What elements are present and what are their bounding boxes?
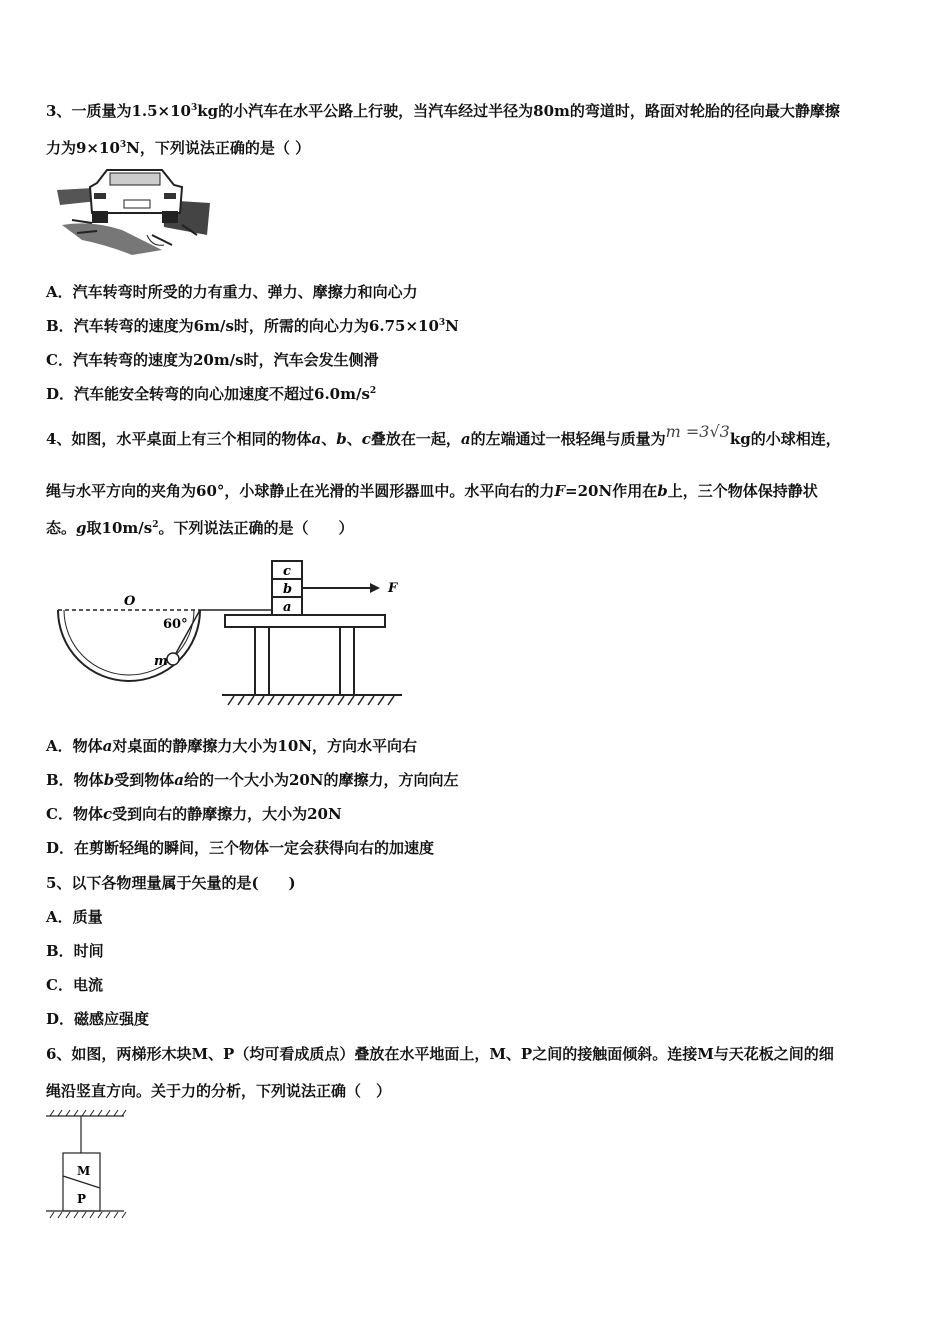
q4-option-b: B．物体b受到物体a给的一个大小为20N的摩擦力，方向向左 <box>46 771 459 789</box>
q3-option-c: C．汽车转弯的速度为20m/s时，汽车会发生侧滑 <box>46 351 379 369</box>
label-O: O <box>124 594 136 609</box>
q4-option-a: A．物体a对桌面的静摩擦力大小为10N，方向水平向右 <box>46 737 417 755</box>
q4-stem-line1: 4、如图，水平桌面上有三个相同的物体a、b、c叠放在一起，a的左端通过一根轻绳与质量为m =3√3kg的小球相连， <box>46 422 841 448</box>
q4-option-d: D．在剪断轻绳的瞬间，三个物体一定会获得向右的加速度 <box>46 839 435 857</box>
q5-stem: 5、以下各物理量属于矢量的是( ) <box>46 874 296 892</box>
label-angle: 60° <box>163 617 188 632</box>
q3-option-d: D．汽车能安全转弯的向心加速度不超过$6.0m/s^2$ <box>46 385 377 403</box>
q3-option-b: B．汽车转弯的速度为6m/s时，所需的向心力为$6.75\times 10^3N$ <box>46 317 459 335</box>
q4-figure <box>50 555 410 715</box>
q6-figure <box>44 1108 129 1223</box>
q6-stem-line2: 绳沿竖直方向。关于力的分析，下列说法正确（ ） <box>46 1082 392 1100</box>
q5-option-b: B．时间 <box>46 942 104 960</box>
q3-option-a: A．汽车转弯时所受的力有重力、弹力、摩擦力和向心力 <box>46 283 418 301</box>
label-m: m <box>154 654 168 669</box>
block-b-label: b <box>283 582 293 597</box>
q3-stem-line2: 力为$9\times 10^3N$，下列说法正确的是（ ） <box>46 139 311 157</box>
q3-stem-line1: 3、一质量为$1.5\times 10^3kg$的小汽车在水平公路上行驶，当汽车经过半径为80m的弯道时，路面对轮胎的径向最大静摩擦 <box>46 102 840 120</box>
block-c-label: c <box>283 564 291 579</box>
block-P-label: P <box>77 1192 87 1206</box>
q5-option-a: A．质量 <box>46 908 103 926</box>
q4-stem-line3: 态。g取$10m/s^2$。下列说法正确的是（ ） <box>46 519 354 537</box>
car-turning-illustration <box>52 165 217 260</box>
force-F-label: F <box>388 581 398 596</box>
block-a-label: a <box>283 600 292 615</box>
q5-option-c: C．电流 <box>46 976 103 994</box>
q5-option-d: D．磁感应强度 <box>46 1010 150 1028</box>
block-M-label: M <box>77 1164 91 1178</box>
q4-stem-line2: 绳与水平方向的夹角为60°，小球静止在光滑的半圆形器皿中。水平向右的力F=20N作用在b上，三个物体保持静状 <box>46 482 818 500</box>
q6-stem-line1: 6、如图，两梯形木块M、P（均可看成质点）叠放在水平地面上，M、P之间的接触面倾斜。连接M与天花板之间的细 <box>46 1045 834 1063</box>
q4-option-c: C．物体c受到向右的静摩擦力，大小为20N <box>46 805 342 823</box>
